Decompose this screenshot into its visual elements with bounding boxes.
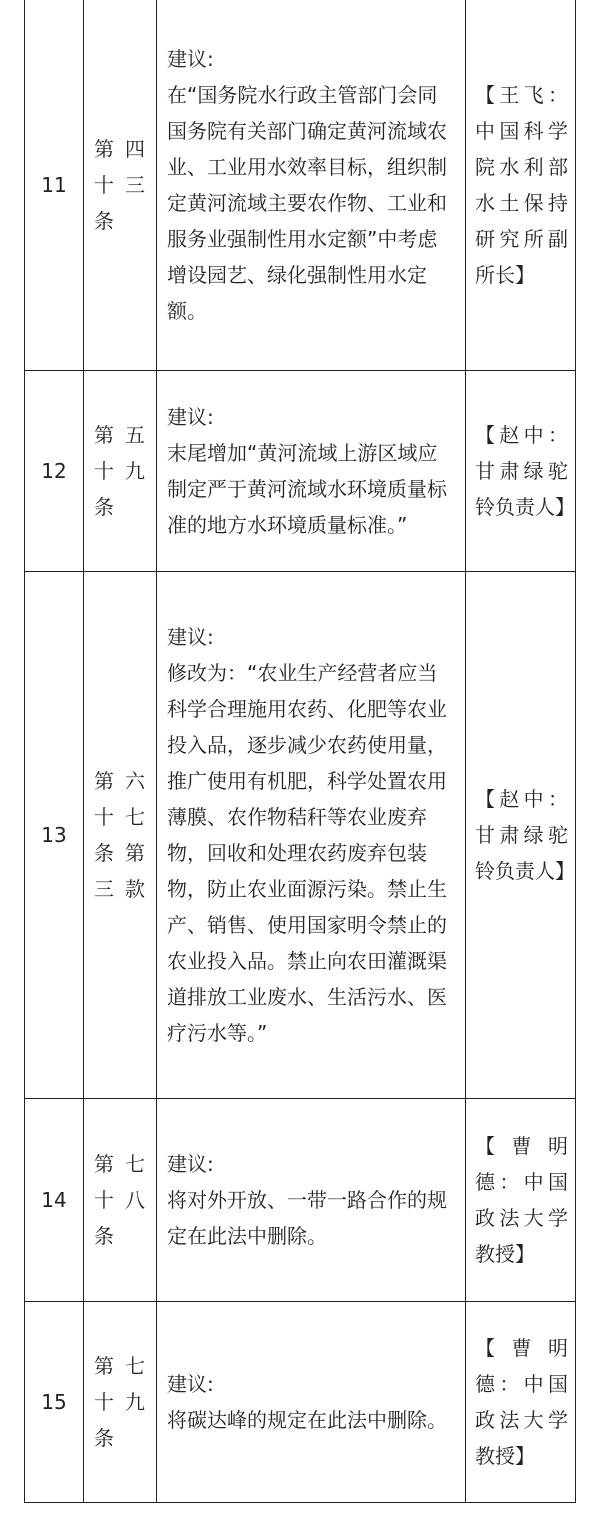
suggestion-cell [157,1099,466,1302]
suggestion-heading: 建议: [167,625,214,649]
row-number: 13 [25,572,84,1099]
suggestion-cell [157,0,466,371]
source-cell: 【王飞：中国科学院水利部水土保持研究所副所长】 [466,0,576,371]
suggestion-heading: 建议: [167,46,214,71]
article-cell: 第七十九条 [84,1302,157,1503]
suggestion-heading: 建议: [167,1372,214,1396]
suggestion-text: 将碳达峰的规定在此法中删除。 [167,1408,447,1432]
suggestion-cell [157,1302,466,1503]
table-row [25,1302,576,1503]
table-row [25,371,576,572]
row-number: 15 [25,1302,84,1503]
source-cell: 【赵中：甘肃绿驼铃负责人】 [466,371,576,572]
suggestion-text: 修改为：“农业生产经营者应当科学合理施用农药、化肥等农业投入品，逐步减少农药使用量，推广使用有机肥，科学处置农用薄膜、农作物秸秆等农业废弃物，回收和处理农药废弃包装物，防止农业面源污染。禁止生产、销售、使用国家明令禁止的农业投入品。禁止向农田灌溉渠道排放工业废水、生活污水、医疗污水等。” [167,661,447,1045]
article-cell: 第七十八条 [84,1099,157,1302]
source-cell: 【赵中：甘肃绿驼铃负责人】 [466,572,576,1099]
article-cell: 第四十三条 [84,0,157,371]
source-cell: 【曹明德：中国政法大学教授】 [466,1099,576,1302]
suggestion-table [24,0,576,1503]
suggestion-cell [157,371,466,572]
article-cell: 第六十七条第三款 [84,572,157,1099]
suggestion-cell [157,572,466,1099]
article-cell: 第五十九条 [84,371,157,572]
table-row [25,0,576,371]
suggestion-text: 将对外开放、一带一路合作的规定在此法中删除。 [167,1188,447,1248]
suggestion-text: 末尾增加“黄河流域上游区域应制定严于黄河流域水环境质量标准的地方水环境质量标准。” [167,441,447,537]
source-cell: 【曹明德：中国政法大学教授】 [466,1302,576,1503]
suggestion-heading: 建议: [167,1152,214,1176]
suggestion-text: 在“国务院水行政主管部门会同国务院有关部门确定黄河流域农业、工业用水效率目标，组织制定黄河流域主要农作物、工业和服务业强制性用水定额”中考虑增设园艺、绿化强制性用水定额。 [167,82,447,323]
row-number: 14 [25,1099,84,1302]
suggestion-heading: 建议: [167,405,214,429]
table-row [25,1099,576,1302]
table-row [25,572,576,1099]
row-number: 11 [25,0,84,371]
row-number: 12 [25,371,84,572]
